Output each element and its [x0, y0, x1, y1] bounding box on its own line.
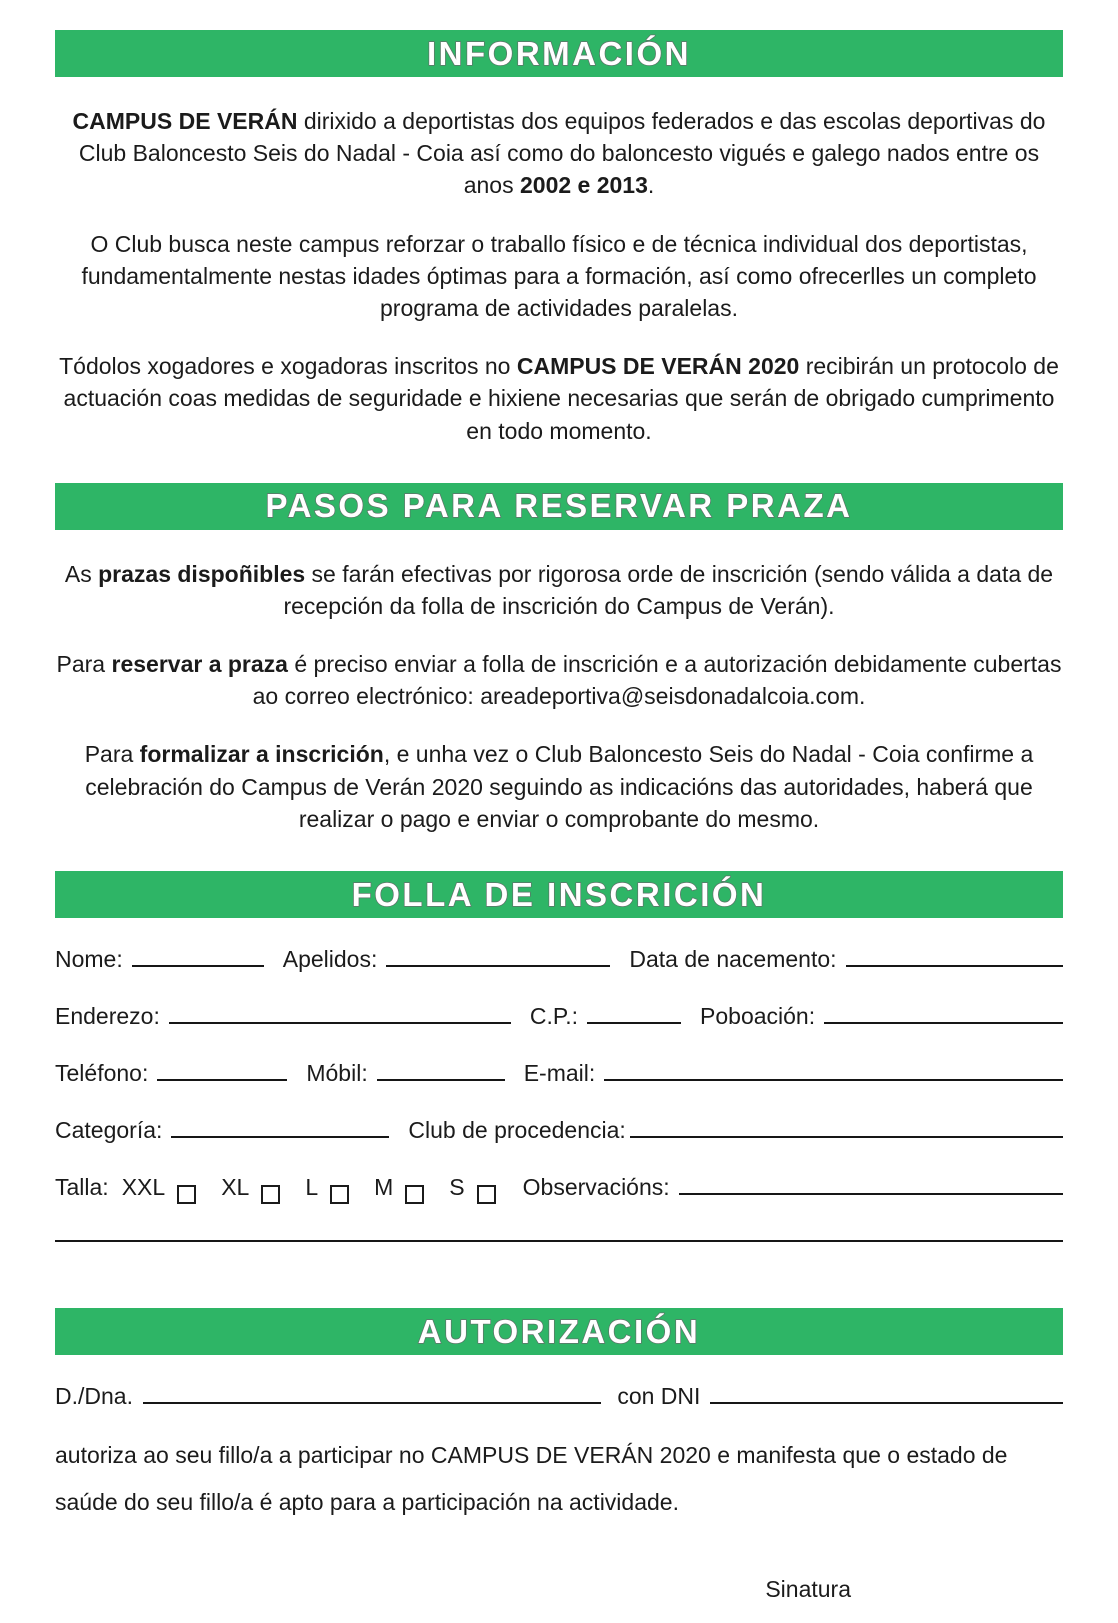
- size-label-l: L: [305, 1174, 319, 1200]
- section-title-pasos: PASOS PARA RESERVAR PRAZA: [265, 487, 853, 525]
- checkbox-s: [477, 1185, 496, 1204]
- poboacion-blank: [824, 1022, 1063, 1024]
- observacions-blank: [679, 1193, 1063, 1195]
- authorization-line-identity: [55, 1383, 1063, 1410]
- checkbox-xxl: [177, 1185, 196, 1204]
- section-banner-pasos: [55, 483, 1063, 530]
- size-label-m: M: [374, 1174, 394, 1200]
- size-label-s: S: [449, 1174, 465, 1200]
- text-run: Para: [56, 651, 112, 678]
- nome-blank: [132, 965, 264, 967]
- categoria-blank: [171, 1136, 389, 1138]
- inscription-form: [55, 946, 1063, 1272]
- text-run: autoriza ao seu fillo/a a participar no CAMPUS DE VERÁN 2020 e manifesta que o estado de saúde do seu fillo/a é apto para a participación na actividade.: [55, 1442, 1008, 1516]
- telefono-label: Teléfono:: [55, 1060, 149, 1086]
- text-run: As: [64, 560, 99, 587]
- sinatura-label: Sinatura: [765, 1576, 851, 1603]
- text-run-bold: CAMPUS DE VERÁN: [72, 108, 298, 134]
- checkbox-xl: [261, 1185, 280, 1204]
- section-banner-autorizacion: [55, 1308, 1063, 1355]
- text-run-bold: CAMPUS DE VERÁN 2020: [516, 353, 800, 380]
- section-banner-folla: [55, 871, 1063, 918]
- text-run: .: [647, 172, 655, 199]
- form-line-telefono: [55, 1060, 1063, 1092]
- form-line-nome: [55, 946, 1063, 978]
- form-line-observacions-extra: [55, 1240, 1063, 1272]
- pasos-paragraph-3: [55, 738, 1063, 835]
- text-run: O Club busca neste campus reforzar o traballo físico e de técnica individual dos deportistas, fundamentalmente nestas idades óptimas para a formación, así como ofrecerlles un completo programa de actividades paralelas.: [81, 230, 1037, 321]
- text-run: Para: [84, 741, 140, 768]
- mobil-blank: [377, 1079, 505, 1081]
- text-run-bold: formalizar a inscrición: [139, 741, 384, 768]
- text-run: Tódolos xogadores e xogadoras inscritos no: [59, 353, 517, 380]
- talla-label: Talla:: [55, 1174, 109, 1200]
- form-line-enderezo: [55, 1003, 1063, 1035]
- text-run: é preciso enviar a folla de inscrición e a autorización debidamente cubertas ao correo electrónico: areadeportiva@seisdonadalcoia.com.: [252, 651, 1062, 710]
- nome-label: Nome:: [55, 946, 123, 972]
- form-line-talla: [55, 1174, 1063, 1206]
- email-label: E-mail:: [523, 1060, 596, 1086]
- size-label-xxl: XXL: [121, 1174, 166, 1200]
- dni-blank: [710, 1402, 1063, 1404]
- size-label-xl: XL: [221, 1174, 250, 1200]
- enderezo-label: Enderezo:: [55, 1003, 160, 1029]
- text-run: , e unha vez o Club Baloncesto Seis do Nadal - Coia confirme a celebración do Campus de Verán 2020 seguindo as indicacións das autoridades, haberá que realizar o pago e enviar o comprobante do mesmo.: [85, 741, 1034, 832]
- text-run-bold: 2002 e 2013: [519, 172, 648, 199]
- form-line-categoria: [55, 1117, 1063, 1149]
- observacions-extra-blank: [55, 1240, 1063, 1242]
- section-title-folla: FOLLA DE INSCRICIÓN: [351, 875, 767, 913]
- apelidos-label: Apelidos:: [282, 946, 378, 972]
- text-run-bold: prazas dispoñibles: [98, 560, 306, 587]
- email-blank: [604, 1079, 1063, 1081]
- ddna-blank: [143, 1402, 601, 1404]
- text-run: dirixido a deportistas dos equipos federados e das escolas deportivas do Club Baloncesto Seis do Nadal - Coia así como do baloncesto vigués e galego nados entre os anos: [78, 108, 1046, 199]
- poboacion-label: Poboación:: [700, 1003, 816, 1029]
- text-run: recibirán un protocolo de actuación coas medidas de seguridade e hixiene necesarias que serán de obrigado cumprimento en todo momento.: [63, 353, 1059, 444]
- mobil-label: Móbil:: [306, 1060, 368, 1086]
- cp-label: C.P.:: [529, 1003, 579, 1029]
- apelidos-blank: [386, 965, 610, 967]
- categoria-label: Categoría:: [55, 1117, 163, 1143]
- text-run: se farán efectivas por rigorosa orde de inscrición (sendo válida a data de recepción da folla de inscrición do Campus de Verán).: [283, 560, 1054, 619]
- checkbox-m: [405, 1185, 424, 1204]
- checkbox-l: [330, 1185, 349, 1204]
- pasos-paragraph-2: [55, 648, 1063, 712]
- data-nacemento-blank: [846, 965, 1063, 967]
- observacions-label: Observacións:: [522, 1174, 670, 1200]
- con-dni-label: con DNI: [617, 1383, 701, 1409]
- cp-blank: [587, 1022, 681, 1024]
- section-banner-informacion: [55, 30, 1063, 77]
- telefono-blank: [157, 1079, 287, 1081]
- section-title-informacion: INFORMACIÓN: [427, 34, 691, 72]
- signature-area: [55, 1576, 1063, 1603]
- informacion-paragraph-3: [55, 350, 1063, 447]
- ddna-label: D./Dna.: [55, 1383, 133, 1409]
- authorization-paragraph: [55, 1432, 1063, 1526]
- enderezo-blank: [169, 1022, 511, 1024]
- section-title-autorizacion: AUTORIZACIÓN: [417, 1312, 701, 1350]
- informacion-paragraph-1: [55, 105, 1063, 202]
- text-run-bold: reservar a praza: [111, 651, 288, 678]
- informacion-paragraph-2: [55, 228, 1063, 325]
- club-procedencia-blank: [630, 1136, 1063, 1138]
- pasos-paragraph-1: [55, 558, 1063, 622]
- club-procedencia-label: Club de procedencia:: [408, 1117, 626, 1143]
- data-nacemento-label: Data de nacemento:: [629, 946, 837, 972]
